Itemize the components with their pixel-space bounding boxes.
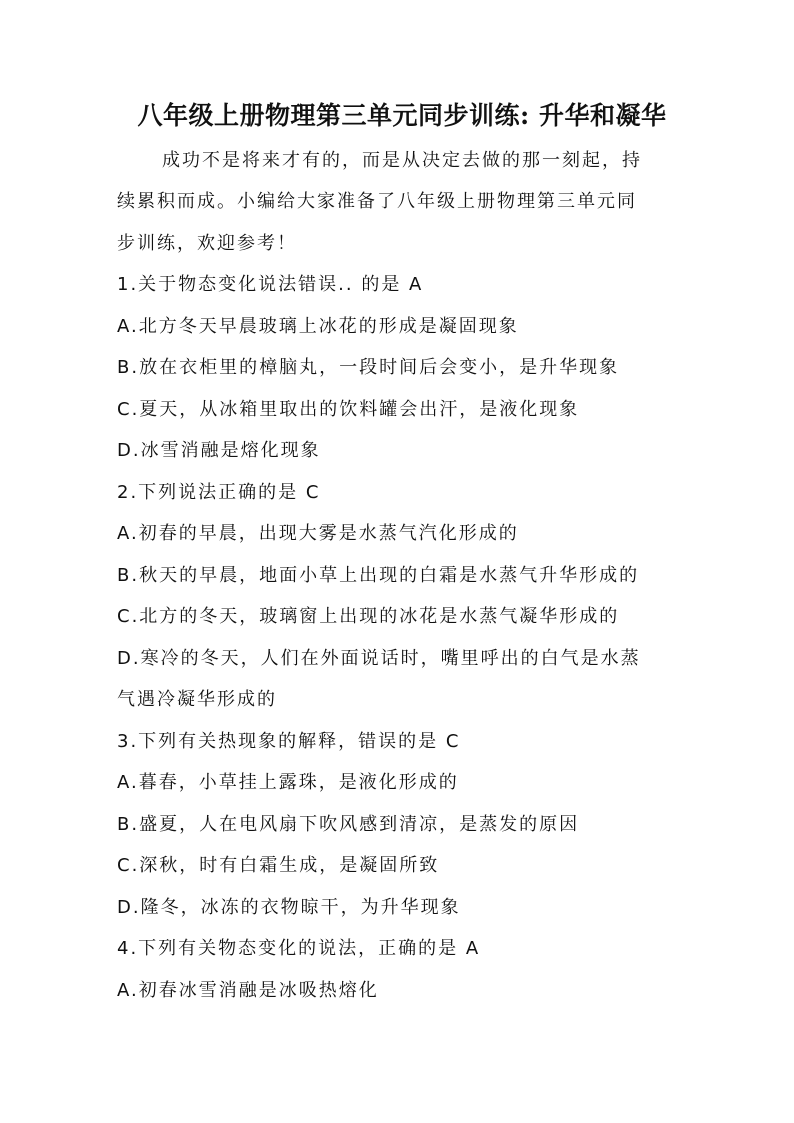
question-1-stem: 1.关于物态变化说法错误.. 的是 A (117, 274, 424, 295)
question-1-option-a: A.北方冬天早晨玻璃上冰花的形成是凝固现象 (117, 316, 519, 337)
question-2-option-c: C.北方的冬天，玻璃窗上出现的冰花是水蒸气凝华形成的 (117, 606, 620, 627)
question-3-option-c: C.深秋，时有白霜生成，是凝固所致 (117, 855, 440, 876)
question-3-option-d: D.隆冬，冰冻的衣物晾干，为升华现象 (117, 897, 461, 918)
question-3-option-b: B.盛夏，人在电风扇下吹风感到清凉，是蒸发的原因 (117, 814, 580, 835)
question-2-option-d-continued: 气遇冷凝华形成的 (117, 689, 277, 710)
question-4-option-a: A.初春冰雪消融是冰吸热熔化 (117, 980, 379, 1001)
question-2-option-a: A.初春的早晨，出现大雾是水蒸气汽化形成的 (117, 523, 519, 544)
intro-line-1: 成功不是将来才有的，而是从决定去做的那一刻起，持 (162, 150, 642, 171)
question-1-option-b: B.放在衣柜里的樟脑丸，一段时间后会变小，是升华现象 (117, 357, 620, 378)
question-1-option-c: C.夏天，从冰箱里取出的饮料罐会出汗，是液化现象 (117, 399, 580, 420)
question-4-stem: 4.下列有关物态变化的说法，正确的是 A (117, 938, 481, 959)
question-3-option-a: A.暮春，小草挂上露珠，是液化形成的 (117, 772, 459, 793)
page-title: 八年级上册物理第三单元同步训练: 升华和凝华 (137, 101, 667, 130)
intro-line-3: 步训练，欢迎参考！ (117, 233, 297, 254)
question-2-stem: 2.下列说法正确的是 C (117, 482, 321, 503)
question-1-option-d: D.冰雪消融是熔化现象 (117, 440, 321, 461)
intro-line-2: 续累积而成。小编给大家准备了八年级上册物理第三单元同 (117, 191, 637, 212)
question-3-stem: 3.下列有关热现象的解释，错误的是 C (117, 731, 461, 752)
question-2-option-b: B.秋天的早晨，地面小草上出现的白霜是水蒸气升华形成的 (117, 565, 640, 586)
question-2-option-d: D.寒冷的冬天，人们在外面说话时，嘴里呼出的白气是水蒸 (117, 648, 641, 669)
